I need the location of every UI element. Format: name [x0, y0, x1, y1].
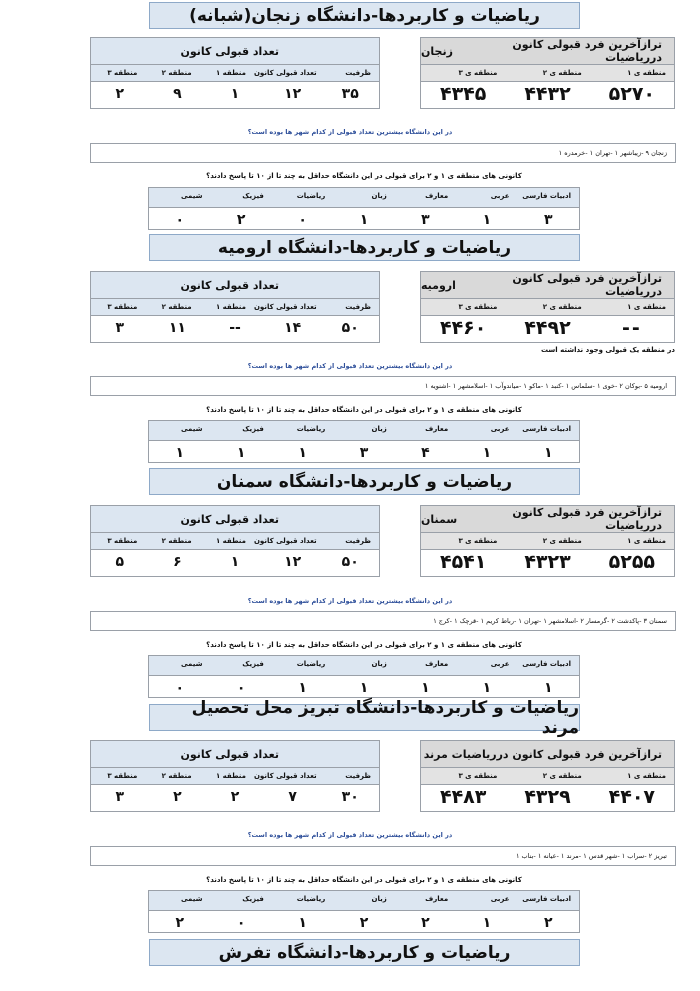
tiraz-region-1: --: [621, 317, 642, 339]
accepted-value: ۱۲: [284, 554, 302, 570]
subjects-values: [149, 208, 579, 232]
tiraz-region-2: ۴۳۲۹: [524, 786, 571, 808]
subj-value: ۱: [236, 445, 246, 461]
col-region-1: منطقه ی ۱: [627, 772, 666, 780]
subj-value: ۰: [175, 212, 185, 228]
subj-physics: فیزیک: [242, 192, 264, 200]
tiraz-caption: [421, 741, 674, 768]
subj-math: ریاضیات: [296, 660, 326, 668]
accepted-value: ۱۲: [284, 86, 302, 102]
subjects-table: [148, 420, 580, 463]
subjects-table: [148, 655, 580, 698]
city-list-text: ارومیه ۵ -بوکان ۲ -خوی ۱ -سلماس ۱ -کنبد ۱ -ماکو ۱ -میاندوآب ۱ -اسلامشهر ۱ -اشنویه ۱: [424, 382, 667, 390]
subj-language: زبان: [371, 895, 387, 903]
col-capacity: ظرفیت: [345, 537, 371, 545]
r3-value: ۳: [115, 320, 125, 336]
subj-arabic: عربی: [490, 425, 510, 433]
subj-physics: فیزیک: [242, 895, 264, 903]
tiraz-caption-text: ترازآخرین فرد قبولی کانون درریاضیات: [512, 38, 662, 64]
subj-religion: معارف: [425, 895, 449, 903]
count-column-headers: [91, 768, 379, 785]
col-region-2: منطقه ی ۲: [542, 772, 582, 780]
subj-physics: فیزیک: [242, 660, 264, 668]
r1-value: --: [229, 320, 241, 336]
tiraz-caption-text: ترازآخرین فرد قبولی کانون درریاضیات: [512, 506, 662, 532]
subj-value: ۴: [421, 445, 430, 461]
col-region-3: منطقه ی ۳: [458, 772, 498, 780]
tiraz-region-1: ۴۴۰۷: [608, 786, 656, 808]
tiraz-column-headers: [421, 65, 674, 82]
capacity-value: ۵۰: [341, 320, 359, 336]
tiraz-table: [420, 37, 675, 109]
tiraz-region-1: ۵۲۷۰: [608, 83, 656, 105]
subj-value: ۱: [175, 445, 185, 461]
tiraz-column-headers: [421, 768, 674, 785]
tiraz-values: [421, 550, 674, 574]
tiraz-table: [420, 505, 675, 577]
col-r1: منطقه ۱: [215, 303, 246, 311]
subj-value: ۱: [544, 445, 553, 461]
tiraz-region-2: ۴۳۲۳: [524, 551, 571, 573]
count-caption-text: تعداد قبولی کانون: [180, 278, 279, 292]
tiraz-caption: [421, 38, 674, 65]
col-accepted: تعداد قبولی کانون: [253, 303, 317, 311]
count-caption: [91, 38, 379, 65]
subj-religion: معارف: [425, 660, 449, 668]
count-caption: [91, 272, 379, 299]
subjects-headers: [149, 891, 579, 911]
r1-value: ۱: [230, 86, 240, 102]
tiraz-caption: [421, 272, 674, 299]
r2-value: ۲: [173, 789, 182, 805]
section-title: [149, 2, 580, 29]
city-question: در این دانشگاه بیشترین تعداد قبولی از کدام شهر ها بوده است؟: [247, 128, 453, 136]
col-r3: منطقه ۳: [107, 69, 138, 77]
subj-value: ۰: [175, 680, 185, 696]
col-region-1: منطقه ی ۱: [627, 537, 666, 545]
subj-value: ۲: [359, 915, 369, 931]
tiraz-region-1: ۵۲۵۵: [608, 551, 656, 573]
subj-religion: معارف: [425, 192, 449, 200]
subj-literature: ادبیات فارسی: [522, 192, 571, 200]
section-title: [149, 234, 580, 261]
subj-math: ریاضیات: [296, 425, 326, 433]
col-r1: منطقه ۱: [215, 69, 246, 77]
region-note: در منطقه یک قبولی وجود نداشته است: [540, 346, 675, 354]
col-r1: منطقه ۱: [215, 772, 246, 780]
r3-value: ۵: [115, 554, 125, 570]
col-region-2: منطقه ی ۲: [542, 69, 582, 77]
subj-value: ۱: [359, 212, 369, 228]
subj-chemistry: شیمی: [180, 660, 203, 668]
tiraz-column-headers: [421, 533, 674, 550]
subj-value: ۰: [236, 915, 246, 931]
subjects-question: کانونی های منطقه ی ۱ و ۲ برای قبولی در این دانشگاه حداقل به چند تا از ۱۰ تا پاسخ دادند؟: [206, 172, 522, 180]
subj-math: ریاضیات: [296, 895, 326, 903]
subj-value: ۱: [298, 915, 307, 931]
subj-arabic: عربی: [490, 895, 510, 903]
section-title-text: ریاضیات و کاربردها-دانشگاه تفرش: [218, 942, 511, 963]
subjects-headers: [149, 656, 579, 676]
capacity-value: ۵۰: [341, 554, 359, 570]
tiraz-caption: [421, 506, 674, 533]
col-accepted: تعداد قبولی کانون: [253, 772, 317, 780]
city-list: [90, 143, 676, 163]
tiraz-table: [420, 740, 675, 812]
col-r3: منطقه ۳: [107, 537, 138, 545]
col-r2: منطقه ۲: [161, 772, 192, 780]
tiraz-city: زنجان: [421, 44, 453, 58]
capacity-value: ۳۵: [341, 86, 359, 102]
col-region-3: منطقه ی ۳: [458, 69, 498, 77]
tiraz-values: [421, 82, 674, 106]
section-title-text: ریاضیات و کاربردها-دانشگاه سمنان: [216, 471, 513, 492]
subj-value: ۲: [421, 915, 430, 931]
tiraz-region-3: ۴۴۶۰: [439, 317, 487, 339]
col-r3: منطقه ۳: [107, 303, 138, 311]
capacity-value: ۳۰: [341, 789, 359, 805]
subj-arabic: عربی: [490, 660, 510, 668]
section-title: [149, 697, 580, 738]
subj-chemistry: شیمی: [180, 192, 203, 200]
section-title: [149, 939, 580, 966]
subj-value: ۱: [359, 680, 369, 696]
subjects-values: [149, 441, 579, 465]
count-caption-text: تعداد قبولی کانون: [180, 747, 279, 761]
subj-language: زبان: [371, 660, 387, 668]
tiraz-values: [421, 316, 674, 340]
subjects-headers: [149, 421, 579, 441]
tiraz-region-3: ۴۴۸۳: [439, 786, 487, 808]
subj-value: ۲: [175, 915, 185, 931]
subj-chemistry: شیمی: [180, 895, 203, 903]
subj-value: ۱: [298, 445, 307, 461]
subj-literature: ادبیات فارسی: [522, 425, 571, 433]
city-list: [90, 611, 676, 631]
subjects-question: کانونی های منطقه ی ۱ و ۲ برای قبولی در این دانشگاه حداقل به چند تا از ۱۰ تا پاسخ دادند؟: [206, 876, 522, 884]
col-capacity: ظرفیت: [345, 303, 371, 311]
count-values: [91, 316, 379, 340]
col-accepted: تعداد قبولی کانون: [253, 69, 317, 77]
subj-value: ۱: [482, 445, 492, 461]
r1-value: ۲: [230, 789, 240, 805]
tiraz-column-headers: [421, 299, 674, 316]
count-caption-text: تعداد قبولی کانون: [180, 44, 279, 58]
city-question: در این دانشگاه بیشترین تعداد قبولی از کدام شهر ها بوده است؟: [247, 831, 453, 839]
subj-value: ۱: [298, 680, 307, 696]
count-caption: [91, 741, 379, 768]
tiraz-city: سمنان: [421, 512, 458, 526]
subj-value: ۳: [421, 212, 430, 228]
city-list-text: تبریز ۲ -سراب ۱ -شهر قدس ۱ -مرند ۱ -عیانه ۱ -بناب ۱: [515, 852, 667, 860]
tiraz-region-3: ۴۵۴۱: [439, 551, 487, 573]
subj-math: ریاضیات: [296, 192, 326, 200]
subj-language: زبان: [371, 192, 387, 200]
subj-value: ۲: [544, 915, 553, 931]
city-list-text: زنجان ۹ -زیباشهر ۱ -تهران ۱ -خرمدره ۱: [558, 149, 667, 157]
tiraz-caption-text: ترازآخرین فرد قبولی کانون درریاضیات: [512, 272, 662, 298]
tiraz-region-3: ۴۳۴۵: [439, 83, 487, 105]
count-column-headers: [91, 533, 379, 550]
col-region-1: منطقه ی ۱: [627, 69, 666, 77]
r3-value: ۲: [115, 86, 125, 102]
tiraz-values: [421, 785, 674, 809]
subjects-question: کانونی های منطقه ی ۱ و ۲ برای قبولی در این دانشگاه حداقل به چند تا از ۱۰ تا پاسخ دادند؟: [206, 406, 522, 414]
subj-value: ۱: [421, 680, 430, 696]
r1-value: ۱: [230, 554, 240, 570]
section-title: [149, 468, 580, 495]
section-title-text: ریاضیات و کاربردها-دانشگاه زنجان(شبانه): [189, 5, 540, 26]
tiraz-city: مرند: [423, 747, 448, 761]
col-region-1: منطقه ی ۱: [627, 303, 666, 311]
subj-value: ۲: [236, 212, 246, 228]
col-region-2: منطقه ی ۲: [542, 537, 582, 545]
col-r2: منطقه ۲: [161, 303, 192, 311]
r2-value: ۹: [173, 86, 182, 102]
r3-value: ۳: [115, 789, 125, 805]
subj-language: زبان: [371, 425, 387, 433]
subj-value: ۱: [544, 680, 553, 696]
col-region-3: منطقه ی ۳: [458, 537, 498, 545]
section-title-text: ریاضیات و کاربردها-دانشگاه تبریز محل تحصیل مرند: [191, 697, 579, 738]
r2-value: ۶: [173, 554, 182, 570]
subj-literature: ادبیات فارسی: [522, 660, 571, 668]
subj-value: ۰: [236, 680, 246, 696]
subj-value: ۱: [482, 915, 492, 931]
subjects-table: [148, 187, 580, 230]
count-column-headers: [91, 65, 379, 82]
subj-value: ۰: [298, 212, 307, 228]
accepted-value: ۷: [288, 789, 297, 805]
subj-religion: معارف: [425, 425, 449, 433]
subj-arabic: عربی: [490, 192, 510, 200]
count-table: [90, 505, 380, 577]
count-table: [90, 271, 380, 343]
count-table: [90, 37, 380, 109]
col-accepted: تعداد قبولی کانون: [253, 537, 317, 545]
tiraz-caption-text: ترازآخرین فرد قبولی کانون درریاضیات: [451, 747, 662, 761]
subj-literature: ادبیات فارسی: [522, 895, 571, 903]
city-list-text: سمنان ۳ -پاکدشت ۲ -گرمسار ۲ -اسلامشهر ۱ -تهران ۱ -رباط کریم ۱ -قرچک ۱ -کرج ۱: [433, 617, 667, 625]
section-title-text: ریاضیات و کاربردها-دانشگاه ارومیه: [217, 237, 512, 258]
col-r3: منطقه ۳: [107, 772, 138, 780]
subj-value: ۳: [544, 212, 553, 228]
subj-value: ۱: [482, 212, 492, 228]
subj-physics: فیزیک: [242, 425, 264, 433]
col-region-2: منطقه ی ۲: [542, 303, 582, 311]
subj-value: ۱: [482, 680, 492, 696]
subjects-values: [149, 911, 579, 935]
count-table: [90, 740, 380, 812]
count-column-headers: [91, 299, 379, 316]
city-list: [90, 846, 676, 866]
col-r1: منطقه ۱: [215, 537, 246, 545]
count-values: [91, 550, 379, 574]
tiraz-region-2: ۴۴۹۲: [524, 317, 571, 339]
col-r2: منطقه ۲: [161, 69, 192, 77]
subj-value: ۳: [359, 445, 369, 461]
r2-value: ۱۱: [168, 320, 186, 336]
tiraz-table: [420, 271, 675, 343]
count-caption-text: تعداد قبولی کانون: [180, 512, 279, 526]
subjects-table: [148, 890, 580, 933]
col-r2: منطقه ۲: [161, 537, 192, 545]
subjects-headers: [149, 188, 579, 208]
count-caption: [91, 506, 379, 533]
col-capacity: ظرفیت: [345, 772, 371, 780]
count-values: [91, 785, 379, 809]
count-values: [91, 82, 379, 106]
subjects-question: کانونی های منطقه ی ۱ و ۲ برای قبولی در این دانشگاه حداقل به چند تا از ۱۰ تا پاسخ دادند؟: [206, 641, 522, 649]
tiraz-city: ارومیه: [421, 278, 456, 292]
col-capacity: ظرفیت: [345, 69, 371, 77]
city-question: در این دانشگاه بیشترین تعداد قبولی از کدام شهر ها بوده است؟: [247, 362, 453, 370]
col-region-3: منطقه ی ۳: [458, 303, 498, 311]
tiraz-region-2: ۴۴۳۲: [524, 83, 571, 105]
subj-chemistry: شیمی: [180, 425, 203, 433]
accepted-value: ۱۴: [284, 320, 302, 336]
subjects-values: [149, 676, 579, 700]
city-list: [90, 376, 676, 396]
city-question: در این دانشگاه بیشترین تعداد قبولی از کدام شهر ها بوده است؟: [247, 597, 453, 605]
